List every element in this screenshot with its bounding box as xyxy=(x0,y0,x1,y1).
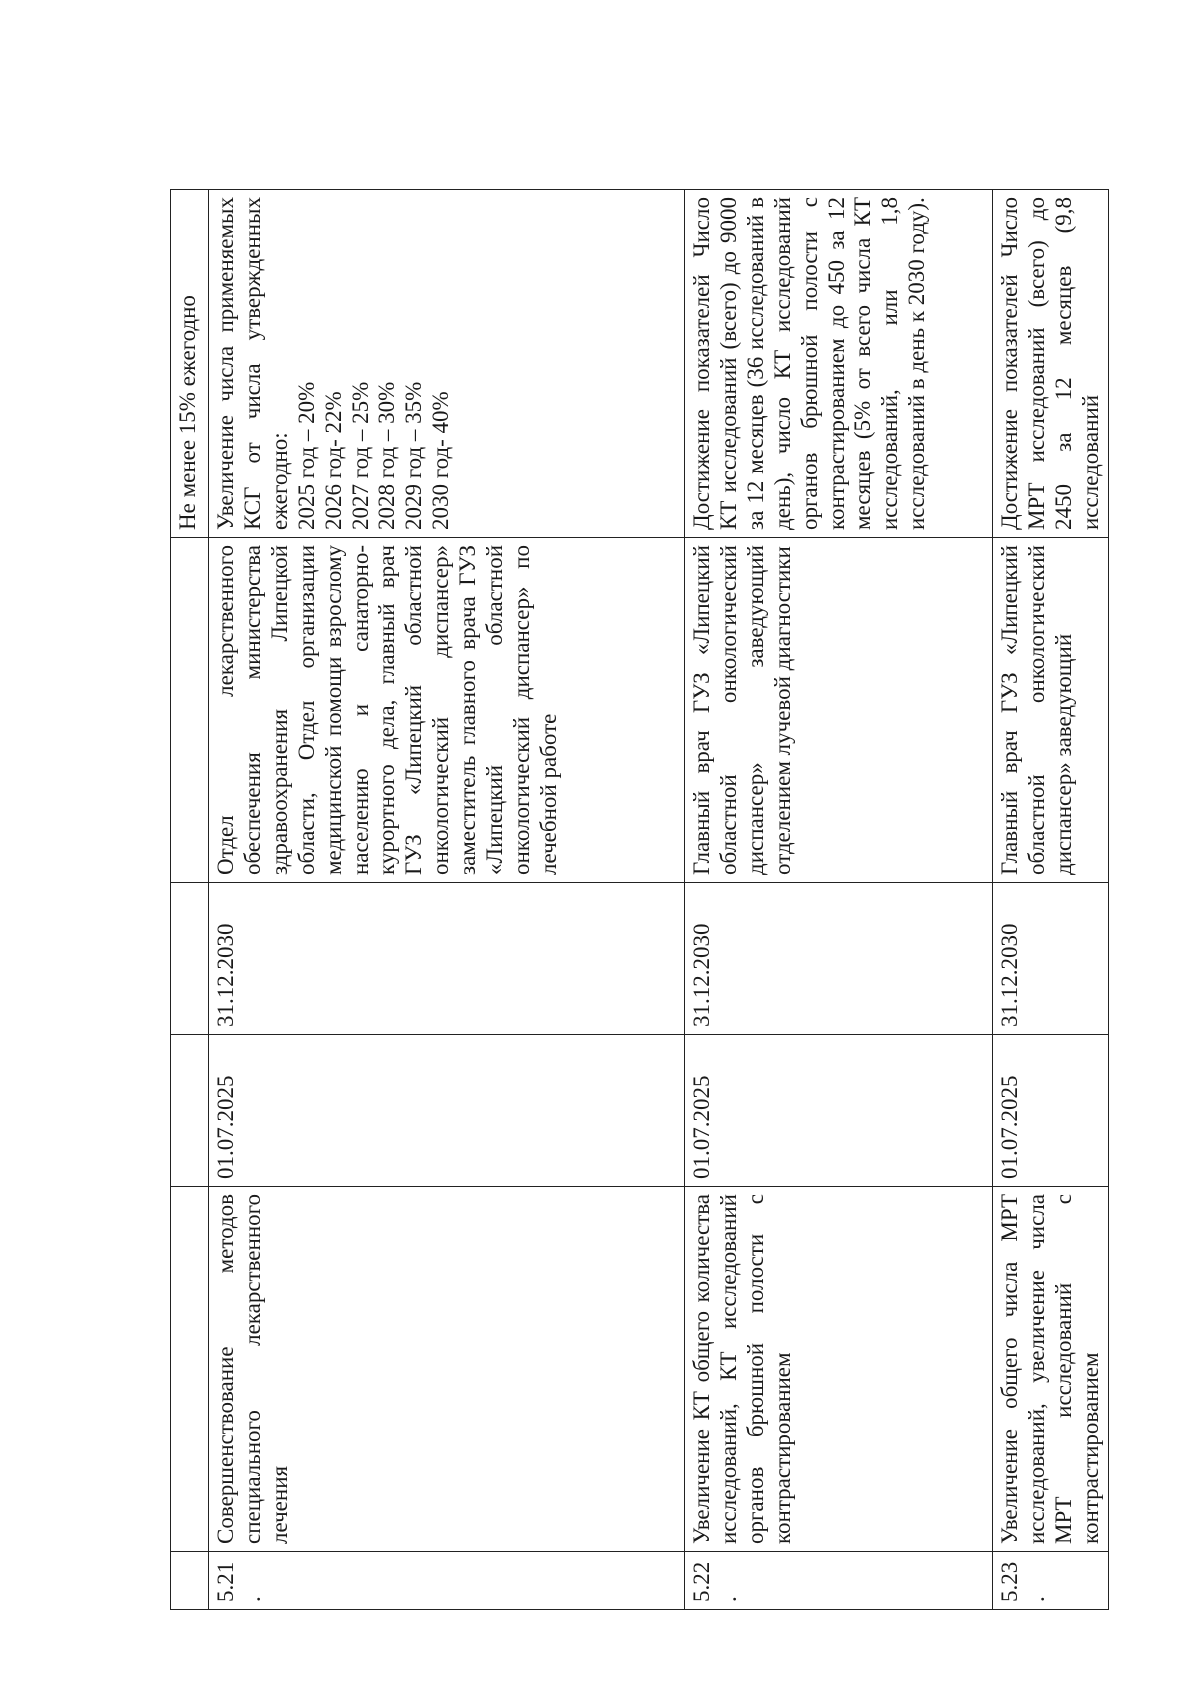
row-number: 5.21. xyxy=(209,1552,685,1610)
header-note: Не менее 15% ежегодно xyxy=(171,190,209,538)
row-end-date: 31.12.2030 xyxy=(993,883,1109,1035)
row-number: 5.23. xyxy=(993,1552,1109,1610)
result-year-item: 2026 год- 22% xyxy=(320,391,346,530)
header-cell-num xyxy=(171,1552,209,1610)
row-number: 5.22. xyxy=(685,1552,993,1610)
row-responsible: Отдел лекарственного обеспечения министерства здравоохранения Липецкой области, Отдел организации медицинской помощи взрослому населению и санаторно-курортного дела, главный врач ГУЗ «Липецкий областной онкологический диспансер» заместитель главного врача ГУЗ «Липецкий областной онкологический диспансер» по лечебной работе xyxy=(209,538,685,883)
header-cell-action xyxy=(171,1187,209,1552)
row-responsible: Главный врач ГУЗ «Липецкий областной онкологический диспансер» заведующий xyxy=(993,538,1109,883)
row-result: Достижение показателей Число КТ исследований (всего) до 9000 за 12 месяцев (36 исследований в день), число КТ исследований органов брюшной полости с контрастированием до 450 за 12 месяцев (5% от всего числа КТ исследований, или 1,8 исследований в день к 2030 году). xyxy=(685,190,993,538)
table-row xyxy=(993,190,1109,1610)
row-action: Увеличение КТ общего количества исследований, КТ исследований органов брюшной полости с контрастированием xyxy=(685,1187,993,1552)
row-result: Достижение показателей Число МРТ исследований (всего) до 2450 за 12 месяцев (9,8 исследований xyxy=(993,190,1109,538)
table-header-row xyxy=(171,190,209,1610)
row-end-date: 31.12.2030 xyxy=(685,883,993,1035)
table-row xyxy=(209,190,685,1610)
header-cell-responsible xyxy=(171,538,209,883)
table-row xyxy=(685,190,993,1610)
result-year-item: 2027 год – 25% xyxy=(347,381,373,530)
rotated-page xyxy=(170,190,1140,1610)
header-cell-end xyxy=(171,883,209,1035)
row-start-date: 01.07.2025 xyxy=(685,1035,993,1187)
measures-table xyxy=(170,189,1109,1610)
row-start-date: 01.07.2025 xyxy=(993,1035,1109,1187)
row-end-date: 31.12.2030 xyxy=(209,883,685,1035)
result-year-item: 2028 год – 30% xyxy=(374,381,400,530)
result-year-item: 2029 год – 35% xyxy=(401,381,427,530)
result-year-item: 2025 год – 20% xyxy=(293,381,319,530)
row-result xyxy=(209,190,685,538)
row-responsible: Главный врач ГУЗ «Липецкий областной онкологический диспансер» заведующий отделением лучевой диагностики xyxy=(685,538,993,883)
result-intro: Увеличение числа применяемых КСГ от числа утвержденных ежегодно: xyxy=(213,197,292,530)
row-action: Совершенствование методов специального лекарственного лечения xyxy=(209,1187,685,1552)
row-start-date: 01.07.2025 xyxy=(209,1035,685,1187)
result-year-item: 2030 год- 40% xyxy=(428,391,454,530)
header-cell-start xyxy=(171,1035,209,1187)
row-action: Увеличение общего числа МРТ исследований, увеличение числа МРТ исследований с контрастированием xyxy=(993,1187,1109,1552)
